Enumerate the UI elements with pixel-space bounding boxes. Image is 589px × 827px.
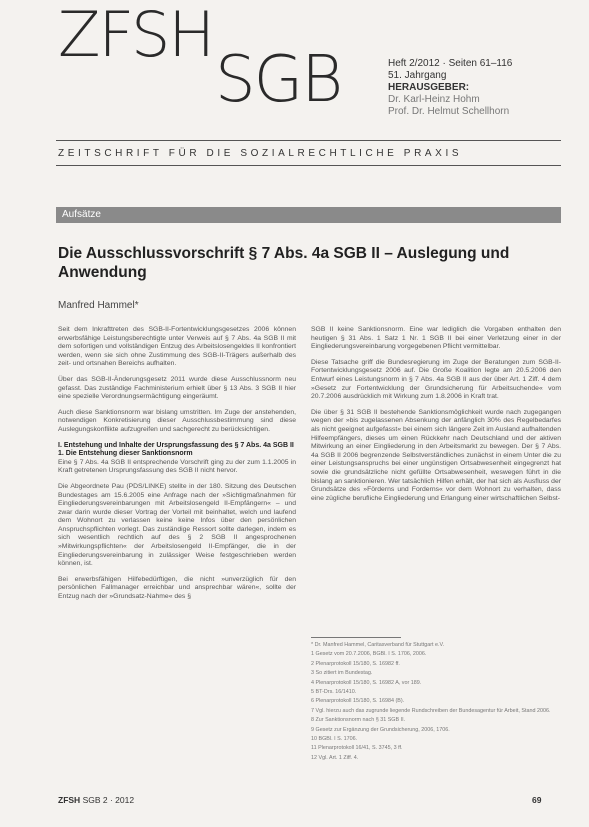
- footnote: 9 Gesetz zur Ergänzung der Grundsicherung, 2006, 1706.: [311, 726, 450, 733]
- paragraph: Bei erwerbsfähigen Hilfebedürftigen, die nicht »unverzüglich für den persönlichen Fallmanager erreichbar und ansprechbar wären«, sollte der Entzug nach der »Grundsatz-Nahme« des §: [58, 575, 296, 601]
- footnote: 3 So zitiert im Bundestag.: [311, 670, 373, 677]
- footnote: 2 Plenarprotokoll 15/180, S. 16982 ff.: [311, 660, 400, 667]
- section-heading: I. Entstehung und Inhalte der Ursprungsfassung des § 7 Abs. 4a SGB II: [58, 441, 294, 449]
- footnote: 11 Plenarprotokoll 16/41, S. 3745, 3 ff.: [311, 745, 403, 752]
- column-right: [311, 326, 561, 510]
- column-left: [58, 326, 296, 609]
- footnote: 1 Gesetz vom 20.7.2006, BGBl. I S. 1706, 2006.: [311, 651, 427, 658]
- footnote: 6 Plenarprotokoll 15/180, S. 16984 (B).: [311, 698, 405, 705]
- volume-line: 51. Jahrgang: [388, 70, 447, 81]
- article-author: Manfred Hammel*: [58, 300, 139, 311]
- masthead-rule-bottom: [56, 165, 561, 166]
- footnote: 7 Vgl. hierzu auch das zugrunde liegende Rundschreiben der Bundesagentur für Arbeit, Stand 2006.: [311, 707, 551, 714]
- paragraph: Die über § 31 SGB II bestehende Sanktionsmöglichkeit wurde nach zugegangen wegen der »bis zugelassenen Absenkung der anfänglich 30% des Regelbedarfes als nicht geeignet aufgefasst« bei einem sich längere Zeit im Ausland aufhaltenden Hilfeempfängers, dieses um einen Rückkehr nach Deutschland und der aktiven Mitwirkung an einer Eingliederung in den Arbeitsmarkt zu bewegen. Der § 7 Abs. 4a SGB II 2006 begrenzende Selbstverständliches zunächst in einem Unter die zu einer Leistungsanspruchs bei einer ungünstigen Ortsabwesenheit eingegrenzt hat sowie die grundsätzliche nicht gefüllte Ortsabwesenheit, weswegen führt in die bislang an sanktionieren. Wer tatsächlich Hilfen erhält, der hat sich als Ausfluss der Grundsätze des »Förderns und Forderns« vor dem Wohnort zu verhalten, dass eine zügliche berufliche Eingliederung und Erlangung einer wirtschaftlichen Selbst-: [311, 408, 561, 502]
- journal-tagline: ZEITSCHRIFT FÜR DIE SOZIALRECHTLICHE PRAXIS: [58, 148, 463, 159]
- logo-sgb: SGB: [215, 43, 342, 117]
- editor-2: Prof. Dr. Helmut Schellhorn: [388, 106, 510, 117]
- editors-label: HERAUSGEBER:: [388, 82, 470, 93]
- footnote: 12 Vgl. Art. 1 Ziff. 4.: [311, 754, 359, 761]
- paragraph: SGB II keine Sanktionsnorm. Eine war lediglich die Vorgaben enthalten den heutigen § 31 Abs. 1 Satz 1 Nr. 1 SGB II bei einer Verletzung einer in der Eingliederungsvereinbarung vorgegebenen Pflicht vermittelbar.: [311, 326, 561, 351]
- footnote: 5 BT-Drs. 16/1410.: [311, 689, 357, 696]
- paragraph: Die Abgeordnete Pau (PDS/LINKE) stellte in der 180. Sitzung des Deutschen Bundestages am 15.6.2005 eine Anfrage nach der »Sichtigmaßnahmen für Eingliederungsvereinbarungen mit Arbeitslosengeld II-Empfängern« – und zwar darin wurde dieser Vortrag der Vorteil mit beinhaltet, welch und laufend dem Wohnort zu verlassen keine keine Infos über den persönlichen Anspruchspflichten vorlegt. Das zuständige Ressort sollte darlegen, indem es sich wesentlich rechtlich auf des § 2 SGB II angesprochenen »Mitwirkungspflichten« der Arbeitslosengeld II-Empfänger, die in der Eingliederungsvereinbarung in zulässiger Weise festgeschrieben werden können, ist.: [58, 482, 296, 568]
- paragraph: Diese Tatsache griff die Bundesregierung im Zuge der Beratungen zum SGB-II-Fortentwicklungsgesetz 2006 auf. Die Große Koalition legte am 20.5.2006 den Entwurf eines Leistungsnorm in § 7 Abs. 4a SGB II aus der über Art. 1 Ziff. 4 dem »Gesetz zur Fortentwicklung der Grundsicherung für Arbeitsuchende« vom 20.7.2006 ausdrücklich mit Wirkung zum 1.8.2006 in Kraft trat.: [311, 358, 561, 401]
- footer-issue: 2 · 2012: [102, 795, 135, 805]
- footer-journal-sgb: SGB: [82, 795, 101, 805]
- page-footer: [58, 795, 134, 805]
- paragraph: Eine § 7 Abs. 4a SGB II entsprechende Vorschrift ging zu der zum 1.1.2005 in Kraft getretenen Ursprungsfassung des SGB II nicht hervor.: [58, 458, 296, 475]
- footnote: 10 BGBl. I S. 1706.: [311, 736, 358, 743]
- footer-journal: ZFSH: [58, 795, 81, 805]
- paragraph: Über das SGB-II-Änderungsgesetz 2011 wurde diese Ausschlussnorm neu gefasst. Das zuständige Fachministerium erhielt über § 13 Abs. 3 SGB II hier eine spezielle Verordnungsermächtigung eingeräumt.: [58, 375, 296, 401]
- paragraph: Auch diese Sanktionsnorm war bislang umstritten. Im Zuge der anstehenden, notwendigen Konkretisierung dieser Ausschlussbestimmung sind diese Auslegungskonflikte aufzugreifen und sachgerecht zu berücksichtigen.: [58, 408, 296, 433]
- section-label: Aufsätze: [62, 209, 101, 220]
- logo-zfsh: ZFSH: [58, 0, 214, 71]
- section-band: [56, 207, 561, 223]
- paragraph: Seit dem Inkrafttreten des SGB-II-Fortentwicklungsgesetzes 2006 können erwerbsfähige Leistungsberechtigte unter Verweis auf § 7 Abs. 4a SGB II mit dem sofortigen und vollständigen Entzug des Arbeitslosengeldes II konfrontiert werden, wenn sie sich ohne Zustimmung des SGB-II-Trägers außerhalb des zeit- und ortsnahen Bereichs aufhalten.: [58, 326, 296, 368]
- footnote: 8 Zur Sanktionsnorm nach § 31 SGB II.: [311, 717, 406, 724]
- page-number: 69: [532, 795, 542, 805]
- issue-info: [388, 58, 512, 118]
- footnote: * Dr. Manfred Hammel, Caritasverband für Stuttgart e.V.: [311, 642, 445, 648]
- article-title: Die Ausschlussvorschrift § 7 Abs. 4a SGB II – Auslegung und Anwendung: [58, 245, 510, 281]
- issue-line: Heft 2/2012 · Seiten 61–116: [388, 58, 513, 69]
- masthead-rule-top: [56, 140, 561, 141]
- editor-1: Dr. Karl-Heinz Hohm: [388, 94, 480, 105]
- subsection-heading: 1. Die Entstehung dieser Sanktionsnorm: [58, 450, 193, 458]
- footnote: 4 Plenarprotokoll 15/180, S. 16982 A, vor 189.: [311, 679, 422, 686]
- footnote-rule: [311, 637, 401, 638]
- footnotes: [311, 641, 561, 763]
